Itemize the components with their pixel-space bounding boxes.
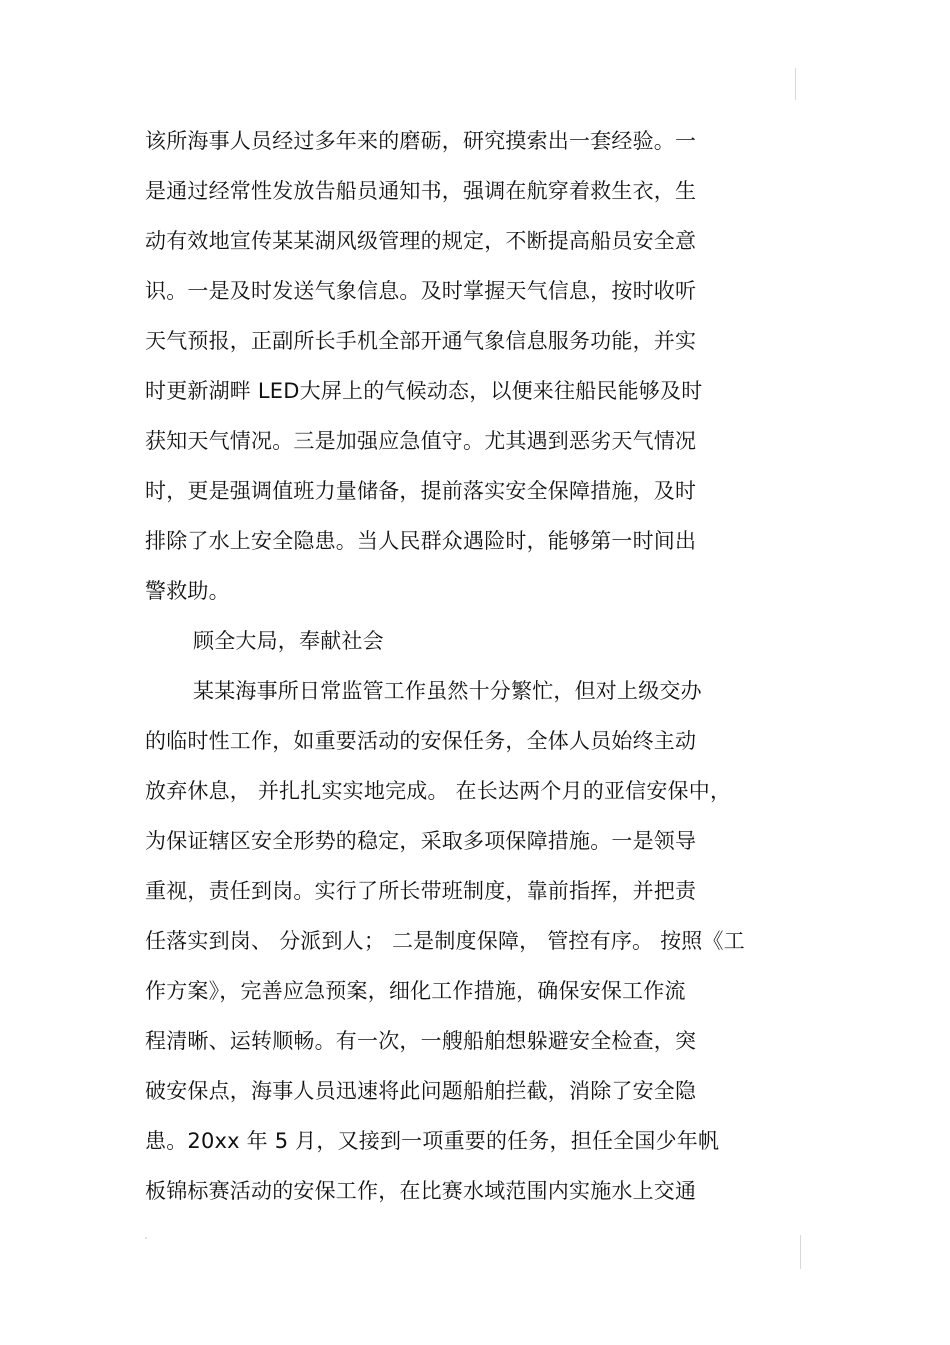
page-dot-mark <box>145 1237 147 1239</box>
text-line: 任落实到岗、 分派到人； 二是制度保障， 管控有序。 按照《工 <box>145 929 745 953</box>
text-line: 时更新湖畔 LED大屏上的气候动态，以便来往船民能够及时 <box>145 379 703 403</box>
text-line: 排除了水上安全隐患。当人民群众遇险时，能够第一时间出 <box>145 529 697 553</box>
page-corner-mark-top <box>795 68 796 100</box>
text-line: 破安保点，海事人员迅速将此问题船舶拦截，消除了安全隐 <box>145 1079 697 1103</box>
text-line: 放弃休息， 并扎扎实实地完成。 在长达两个月的亚信安保中， <box>145 779 732 803</box>
text-line: 患。20xx 年 5 月，又接到一项重要的任务，担任全国少年帆 <box>145 1129 720 1153</box>
text-line: 程清晰、运转顺畅。有一次，一艘船舶想躲避安全检查，突 <box>145 1029 697 1053</box>
text-line: 时，更是强调值班力量储备，提前落实安全保障措施，及时 <box>145 479 697 503</box>
text-line: 作方案》，完善应急预案，细化工作措施，确保安保工作流 <box>145 979 686 1003</box>
paragraph-start-line: 某某海事所日常监管工作虽然十分繁忙，但对上级交办 <box>193 679 702 703</box>
text-line: 动有效地宣传某某湖风级管理的规定，不断提高船员安全意 <box>145 229 697 253</box>
text-line: 的临时性工作，如重要活动的安保任务，全体人员始终主动 <box>145 729 697 753</box>
text-line: 获知天气情况。三是加强应急值守。尤其遇到恶劣天气情况 <box>145 429 697 453</box>
text-line: 该所海事人员经过多年来的磨砺，研究摸索出一套经验。一 <box>145 129 697 153</box>
text-line: 为保证辖区安全形势的稳定，采取多项保障措施。一是领导 <box>145 829 697 853</box>
text-line: 警救助。 <box>145 579 230 603</box>
text-line: 板锦标赛活动的安保工作，在比赛水域范围内实施水上交通 <box>145 1179 697 1203</box>
text-line: 是通过经常性发放告船员通知书，强调在航穿着救生衣，生 <box>145 179 697 203</box>
text-line: 识。一是及时发送气象信息。及时掌握天气信息，按时收听 <box>145 279 697 303</box>
section-heading: 顾全大局，奉献社会 <box>193 629 384 653</box>
page-corner-mark-bottom <box>800 1235 801 1269</box>
body-text <box>145 122 815 1222</box>
text-line: 天气预报，正副所长手机全部开通气象信息服务功能，并实 <box>145 329 697 353</box>
text-line: 重视，责任到岗。实行了所长带班制度，靠前指挥，并把责 <box>145 879 697 903</box>
